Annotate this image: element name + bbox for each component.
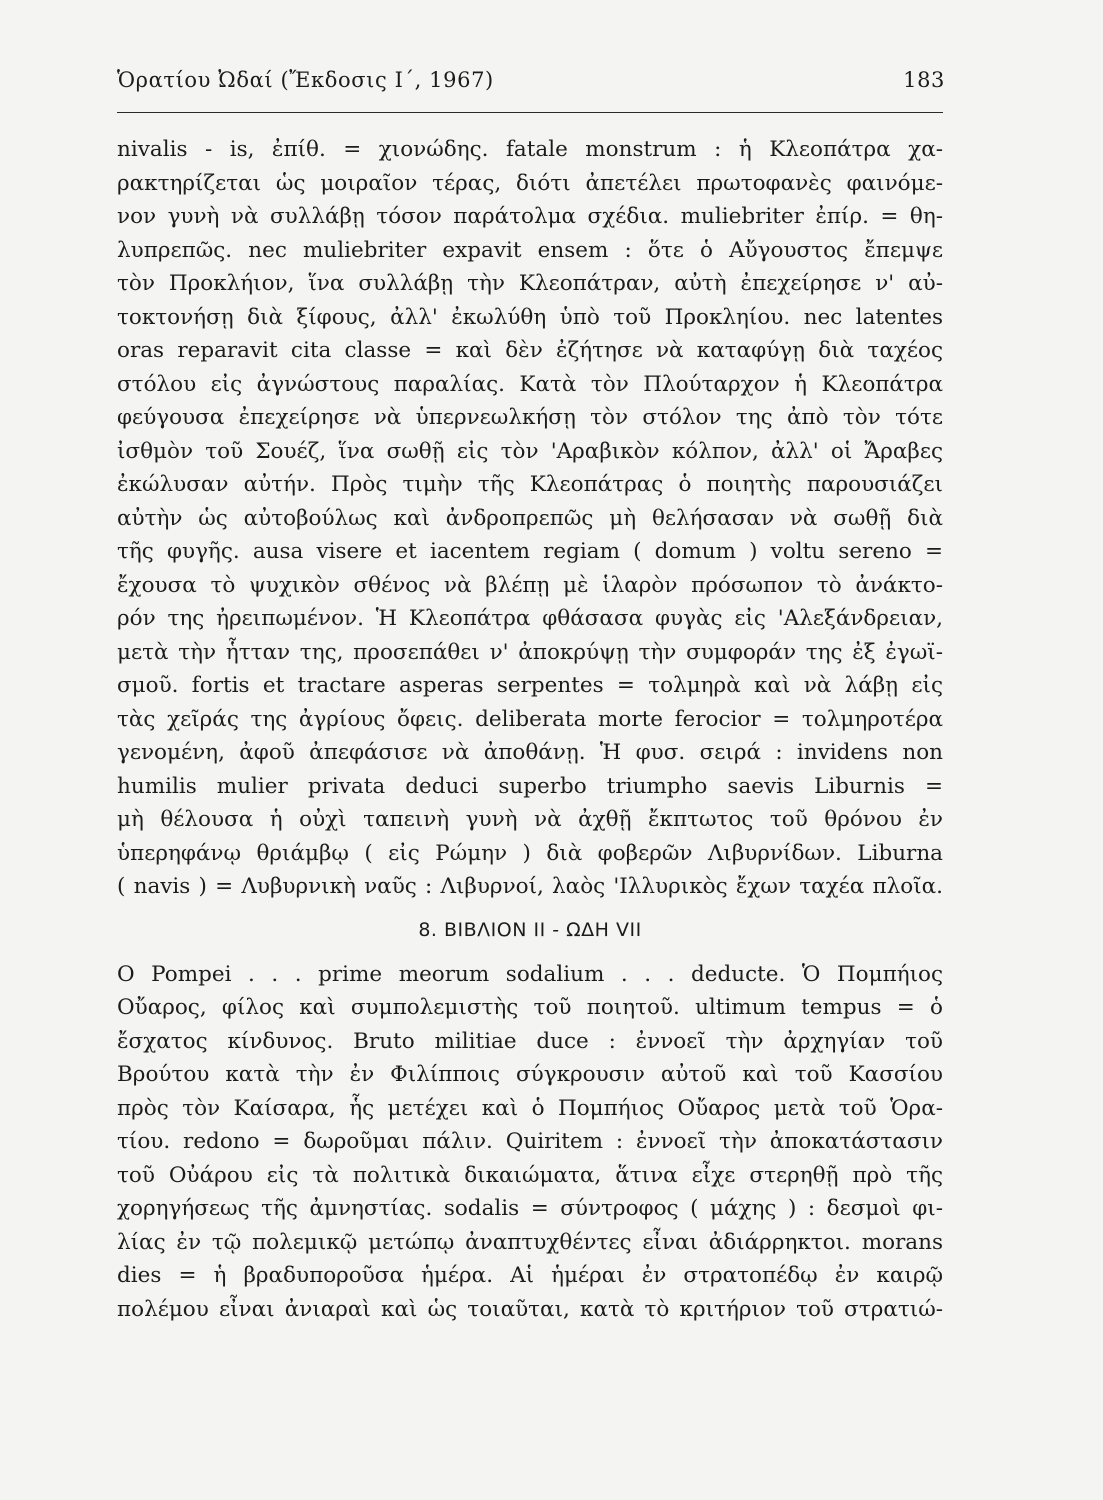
- text-line: μετὰ τὴν ἧτταν της, προσεπάθει ν' ἀποκρύψῃ τὴν συμφοράν της ἐξ ἐγωϊ-: [117, 639, 943, 665]
- text-line: στόλου εἰς ἀγνώστους παραλίας. Κατὰ τὸν Πλούταρχον ἡ Κλεοπάτρα: [117, 371, 943, 397]
- text-line: πρὸς τὸν Καίσαρα, ἧς μετέχει καὶ ὁ Πομπήιος Οὔαρος μετὰ τοῦ Ὁρα-: [117, 1095, 943, 1121]
- text-line: ρόν της ἠρειπωμένον. Ἡ Κλεοπάτρα φθάσασα φυγὰς εἰς 'Αλεξάνδρειαν,: [117, 606, 943, 631]
- text-line: χορηγήσεως τῆς ἀμνηστίας. sodalis = σύντροφος ( μάχης ) : δεσμοὶ φι-: [117, 1196, 943, 1221]
- text-line: φεύγουσα ἐπεχείρησε νὰ ὑπερνεωλκήσῃ τὸν στόλον της ἀπὸ τὸν τότε: [117, 405, 943, 430]
- text-line: νον γυνὴ νὰ συλλάβῃ τόσον παράτολμα σχέδια. muliebriter ἐπίρ. = θη-: [117, 204, 943, 229]
- text-line: ( navis ) = Λυβυρνικὴ ναῦς : Λιβυρνοί, λαὸς 'Ιλλυρικὸς ἔχων ταχέα πλοῖα.: [117, 874, 943, 899]
- text-line: τίου. redono = δωροῦμαι πάλιν. Quiritem : ἐννοεῖ τὴν ἀποκατάστασιν: [117, 1129, 943, 1154]
- text-line: λίας ἐν τῷ πολεμικῷ μετώπῳ ἀναπτυχθέντες εἶναι ἀδιάρρηκτοι. morans: [117, 1229, 943, 1255]
- text-line: oras reparavit cita classe = καὶ δὲν ἐζήτησε νὰ καταφύγῃ διὰ ταχέος: [117, 338, 943, 363]
- text-line: nivalis - is, ἐπίθ. = χιονώδης. fatale monstrum : ἡ Κλεοπάτρα χα-: [117, 137, 943, 162]
- text-line: τῆς φυγῆς. ausa visere et iacentem regiam ( domum ) voltu sereno =: [117, 539, 943, 564]
- text-line: ἐκώλυσαν αὐτήν. Πρὸς τιμὴν τῆς Κλεοπάτρας ὁ ποιητὴς παρουσιάζει: [117, 472, 943, 497]
- commentary-block-top: [117, 133, 943, 904]
- text-line: O Pompei . . . prime meorum sodalium . . . deducte. Ὁ Πομπήιος: [117, 961, 943, 987]
- text-line: αὐτὴν ὡς αὐτοβούλως καὶ ἀνδροπρεπῶς μὴ θελήσασαν νὰ σωθῇ διὰ: [117, 505, 943, 531]
- text-line: Βρούτου κατὰ τὴν ἐν Φιλίπποις σύγκρουσιν αὐτοῦ καὶ τοῦ Κασσίου: [117, 1062, 943, 1087]
- text-line: ὑπερηφάνῳ θριάμβῳ ( εἰς Ρώμην ) διὰ φοβερῶν Λιβυρνίδων. Liburna: [117, 840, 943, 866]
- text-line: ρακτηρίζεται ὡς μοιραῖον τέρας, διότι ἀπετέλει πρωτοφανὲς φαινόμε-: [117, 170, 943, 196]
- text-line: ἔχουσα τὸ ψυχικὸν σθένος νὰ βλέπῃ μὲ ἱλαρὸν πρόσωπον τὸ ἀνάκτο-: [117, 572, 943, 598]
- text-line: ἔσχατος κίνδυνος. Bruto militiae duce : ἐννοεῖ τὴν ἀρχηγίαν τοῦ: [117, 1028, 943, 1054]
- text-line: τοῦ Οὐάρου εἰς τὰ πολιτικὰ δικαιώματα, ἅτινα εἶχε στερηθῇ πρὸ τῆς: [117, 1162, 943, 1188]
- text-line: σμοῦ. fortis et tractare asperas serpentes = τολμηρὰ καὶ νὰ λάβῃ εἰς: [117, 673, 943, 698]
- text-line: Οὔαρος, φίλος καὶ συμπολεμιστὴς τοῦ ποιητοῦ. ultimum tempus = ὁ: [117, 995, 943, 1020]
- text-line: ἰσθμὸν τοῦ Σουέζ, ἵνα σωθῇ εἰς τὸν 'Αραβικὸν κόλπον, ἀλλ' οἱ Ἄραβες: [117, 438, 943, 464]
- page-number: 183: [903, 68, 945, 92]
- commentary-block-bottom: [117, 958, 943, 1327]
- header-rule: [117, 112, 943, 113]
- running-header: [117, 68, 945, 104]
- text-line: λυπρεπῶς. nec muliebriter expavit ensem : ὅτε ὁ Αὔγουστος ἔπεμψε: [117, 237, 943, 263]
- text-line: γενομένη, ἀφοῦ ἀπεφάσισε νὰ ἀποθάνῃ. Ἡ φυσ. σειρά : invidens non: [117, 740, 943, 765]
- header-title: Ὁρατίου Ὠδαί (Ἔκδοσις Ι΄, 1967): [117, 68, 494, 92]
- body-text: [117, 133, 943, 1326]
- text-line: τὰς χεῖράς της ἀγρίους ὄφεις. deliberata morte ferocior = τολμηροτέρα: [117, 706, 943, 732]
- text-line: dies = ἡ βραδυποροῦσα ἡμέρα. Αἱ ἡμέραι ἐν στρατοπέδῳ ἐν καιρῷ: [117, 1263, 943, 1288]
- text-line: τὸν Προκλήιον, ἵνα συλλάβῃ τὴν Κλεοπάτραν, αὐτὴ ἐπεχείρησε ν' αὐ-: [117, 271, 943, 296]
- text-line: μὴ θέλουσα ἡ οὐχὶ ταπεινὴ γυνὴ νὰ ἀχθῇ ἔκπτωτος τοῦ θρόνου ἐν: [117, 807, 943, 832]
- section-heading: 8. ΒΙΒΛΙΟΝ ΙΙ - ΩΔΗ VII: [418, 918, 642, 941]
- text-line: humilis mulier privata deduci superbo triumpho saevis Liburnis =: [117, 773, 943, 799]
- text-line: τοκτονήσῃ διὰ ξίφους, ἀλλ' ἐκωλύθη ὑπὸ τοῦ Προκληίου. nec latentes: [117, 304, 943, 330]
- text-line: πολέμου εἶναι ἀνιαραὶ καὶ ὡς τοιαῦται, κατὰ τὸ κριτήριον τοῦ στρατιώ-: [117, 1296, 943, 1322]
